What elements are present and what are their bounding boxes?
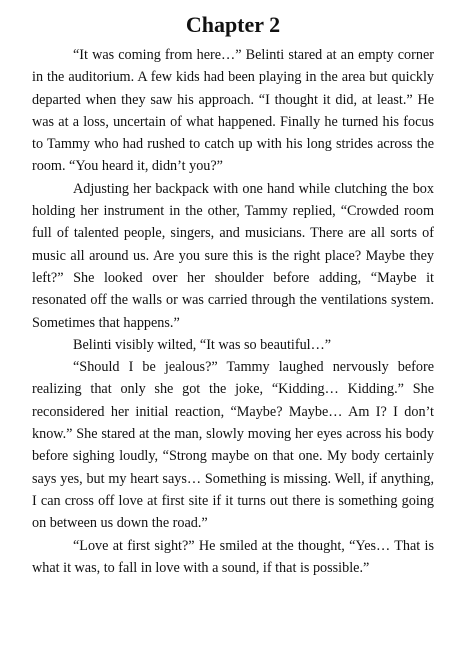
chapter-title: Chapter 2	[185, 12, 281, 37]
paragraph-4: “Should I be jealous?” Tammy laughed nervously before realizing that only she got the joke, “Kidding… Kidding.” She reconsidered her initial reaction, “Maybe? Maybe… Am I? I don’t know.” She stared at the man, slowly moving her eyes across his body before sighing loudly, “Strong maybe on that one. My body certainly says yes, but my heart says… Something is missing. Well, if anything, I can cross off love at first site if it turns out there is something going on between us down the road.”	[32, 359, 434, 532]
paragraph-1: “It was coming from here…” Belinti stared at an empty corner in the auditorium. A few kids had been playing in the area but quickly departed when they saw his approach. “I thought it did, at least.” He was at a loss, uncertain of what happened. Finally he turned his focus to Tammy who had rushed to catch up with his long strides across the room. “You heard it, didn’t you?”	[32, 47, 434, 175]
paragraph-3: Belinti visibly wilted, “It was so beautiful…”	[73, 336, 332, 353]
paragraph-2: Adjusting her backpack with one hand while clutching the box holding her instrument in the other, Tammy replied, “Crowded room full of talented people, singers, and musicians. There are all sorts of music all around us. Are you sure this is the right place? Maybe they left?” She looked over her shoulder before adding, “Maybe it resonated off the walls or was carried through the ventilations system. Sometimes that happens.”	[32, 180, 434, 331]
paragraph-5: “Love at first sight?” He smiled at the thought, “Yes… That is what it was, to fall in love with a sound, if that is possible.”	[32, 537, 434, 576]
